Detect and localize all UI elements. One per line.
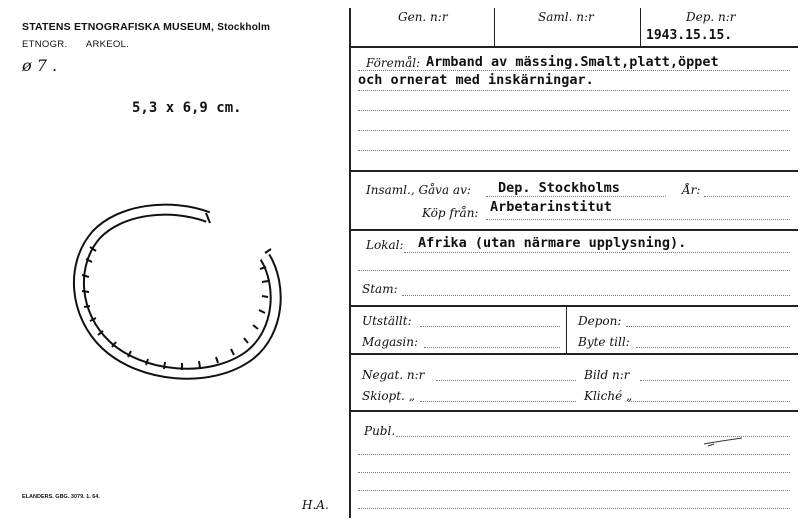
rule-foremal xyxy=(350,170,798,172)
dotted-line xyxy=(358,150,790,151)
dotted-line xyxy=(420,401,576,402)
dotted-line xyxy=(358,508,790,509)
museum-city: Stockholm xyxy=(217,22,271,33)
dotted-line xyxy=(358,454,790,455)
dept-arkeol: ARKEOL. xyxy=(85,39,130,50)
handwritten-marks: ø 7 . xyxy=(22,56,58,75)
museum-name xyxy=(22,21,270,33)
foremal-label: Föremål: xyxy=(366,56,421,70)
dotted-line xyxy=(358,270,790,271)
dept-etnogr: ETNOGR. xyxy=(22,39,68,50)
rule-lokal xyxy=(350,305,798,307)
pen-stroke xyxy=(702,436,746,448)
dotted-line xyxy=(636,347,790,348)
negat-label: Negat. n:r xyxy=(362,368,425,382)
lokal-value: Afrika (utan närmare upplysning). xyxy=(418,235,687,251)
rule-negat xyxy=(350,410,798,412)
department-line xyxy=(22,39,145,50)
col-divider-1 xyxy=(494,8,495,46)
saml-label: Saml. n:r xyxy=(538,10,594,24)
initials: H.A. xyxy=(302,498,329,512)
dotted-line xyxy=(704,196,790,197)
gen-label: Gen. n:r xyxy=(398,10,448,24)
insaml-label: Insaml., Gåva av: xyxy=(366,183,471,197)
byte-label: Byte till: xyxy=(578,335,630,349)
lokal-label: Lokal: xyxy=(366,238,404,252)
dotted-line xyxy=(358,472,790,473)
ar-label: År: xyxy=(682,183,701,197)
col-divider-3 xyxy=(566,306,567,353)
dotted-line xyxy=(358,490,790,491)
dotted-line xyxy=(358,130,790,131)
col-divider-2 xyxy=(640,8,641,46)
publ-label: Publ. xyxy=(364,424,396,438)
foremal-line2: och ornerat med inskärningar. xyxy=(358,72,594,88)
dotted-line xyxy=(404,252,790,253)
dotted-line xyxy=(626,326,790,327)
dotted-line xyxy=(402,295,790,296)
dotted-line xyxy=(358,70,790,71)
insaml-value: Dep. Stockholms xyxy=(498,180,620,196)
kop-label: Köp från: xyxy=(422,206,479,220)
dotted-line xyxy=(486,196,666,197)
dotted-line xyxy=(358,110,790,111)
rule-top xyxy=(350,46,798,48)
rule-insaml xyxy=(350,229,798,231)
dotted-line xyxy=(640,380,790,381)
cliche-label: Kliché „ xyxy=(584,389,633,403)
bracelet-drawing xyxy=(60,195,300,395)
card-divider xyxy=(349,8,351,518)
dotted-line xyxy=(436,380,576,381)
dotted-line xyxy=(486,219,790,220)
utstallt-label: Utställt: xyxy=(362,314,412,328)
dotted-line xyxy=(358,90,790,91)
magasin-label: Magasin: xyxy=(362,335,419,349)
dep-label: Dep. n:r xyxy=(686,10,736,24)
foremal-line1: Armband av mässing.Smalt,platt,öppet xyxy=(426,54,719,70)
rule-utstallt xyxy=(350,353,798,355)
museum-title: STATENS ETNOGRAFISKA MUSEUM, xyxy=(22,21,215,33)
skiopt-label: Skiopt. „ xyxy=(362,389,415,403)
bild-label: Bild n:r xyxy=(584,368,630,382)
stam-label: Stam: xyxy=(362,282,398,296)
measurement: 5,3 x 6,9 cm. xyxy=(132,100,242,116)
kop-value: Arbetarinstitut xyxy=(490,199,612,215)
dotted-line xyxy=(420,326,560,327)
printer-imprint: ELANDERS. GBG. 3079. 1. 64. xyxy=(22,494,100,500)
dotted-line xyxy=(424,347,560,348)
dep-number: 1943.15.15. xyxy=(646,28,733,43)
depon-label: Depon: xyxy=(578,314,622,328)
dotted-line xyxy=(628,401,790,402)
